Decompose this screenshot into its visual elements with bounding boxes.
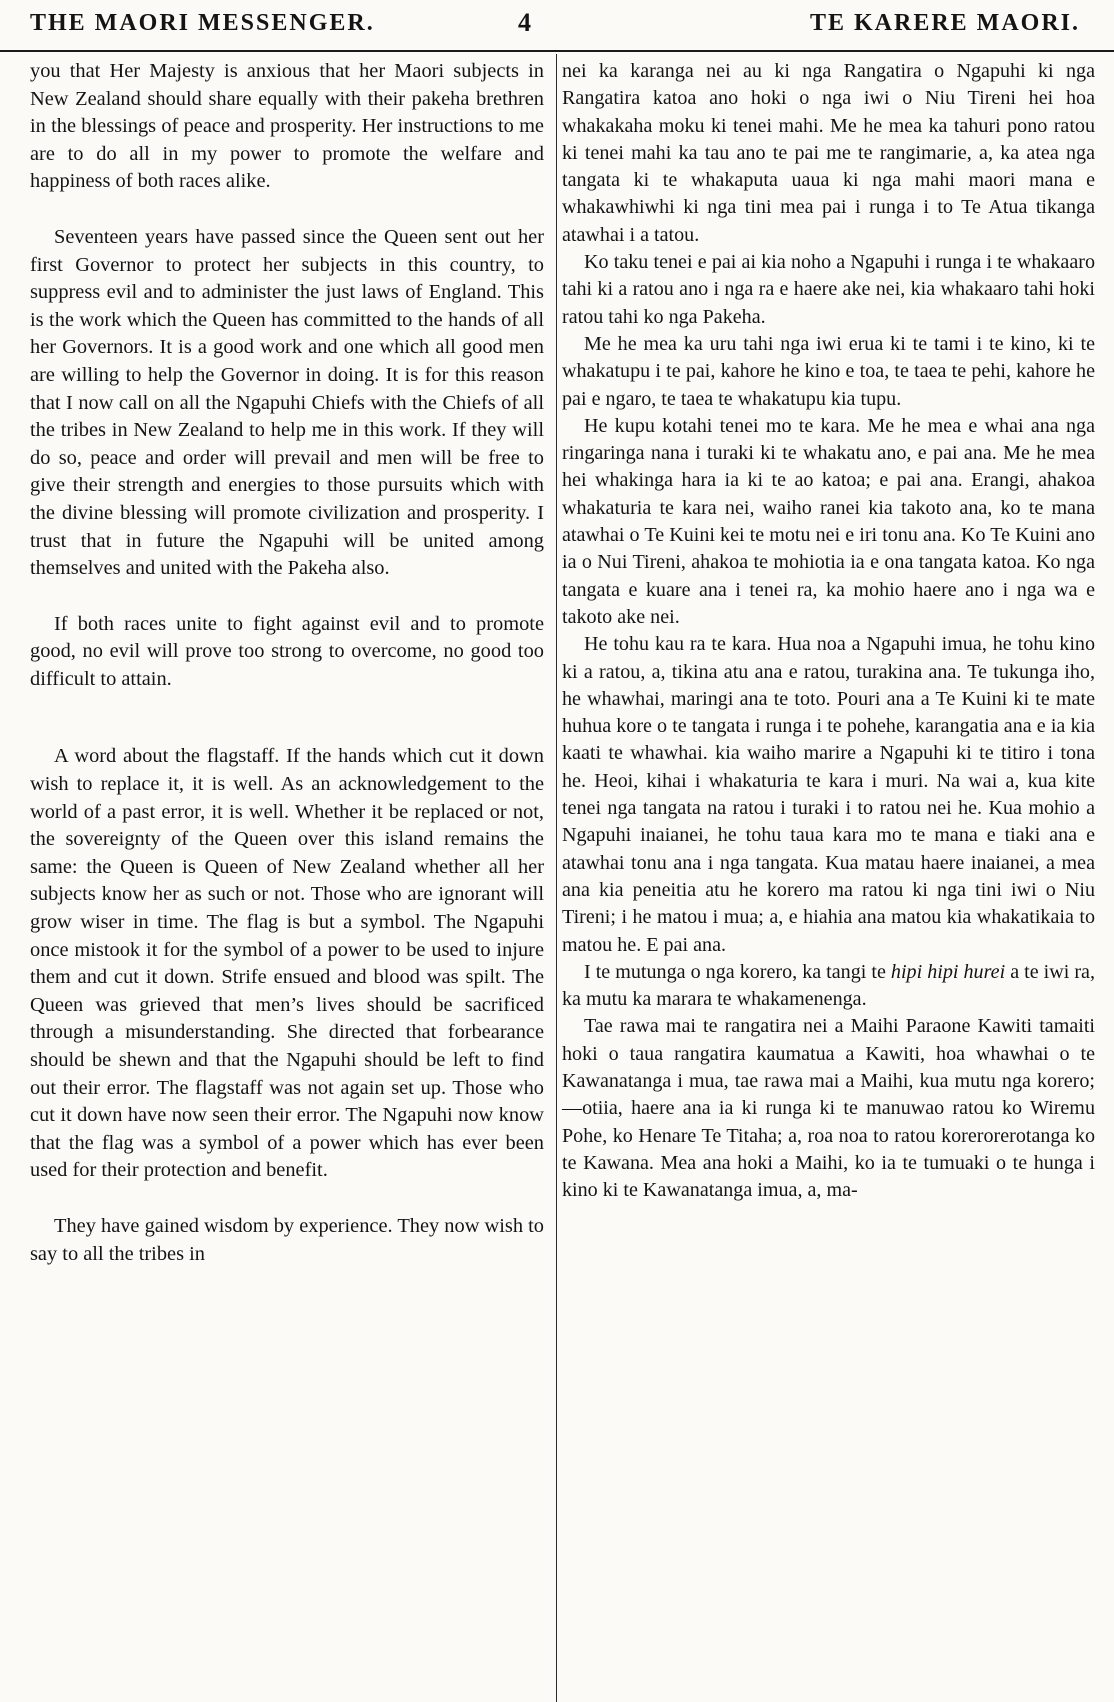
maori-paragraph-7: Tae rawa mai te rangatira nei a Maihi Paraone Kawiti tamaiti hoki o taua rangatira kaumatua a Kawiti, hoa whawhai o te Kawanatanga i mua, tae rawa mai a Maihi, kua mutu nga korero;—otiia, haere ana ia ki runga ki te manuwao ratou ko Wiremu Pohe, ko Henare Te Titaha; a, roa noa to ratou korerorerotanga ko te Kawana. Mea ana hoki a Maihi, ko ia te tumuaki o te hunga i kino ki te Kawanatanga imua, a, ma- [562, 1015, 1095, 1202]
maori-paragraph-5: He tohu kau ra te kara. Hua noa a Ngapuhi imua, he tohu kino ki a ratou, a, tikina atu ana e ratou, turakina ana. Te tukunga iho, he whawhai, maringi ana te toto. Pouri ana a Te Kuini ki te mate huhua kore o te tangata i runga i te pohehe, karangatia ana e ia kia kaati te whawhai. kia waiho marire a Ngapuhi ki te titiro i tona he. Heoi, kihai i whakaturia te kara i muri. Na wai a, kua kite tenei nga tangata na ratou i turaki i to ratou nei he. Kua mohio a Ngapuhi inaianei, he tohu taua kara mo te mana e tiaki ana e atawhai tonu ana i nga tangata. Kua matau haere inaianei, a mea ana kia peneitia atu he korero ma ratou ki nga tini iwi o Niu Tireni; i he matou i mua; a, e hiahia ana matou kia whakatikaia to matou he. E pai ana. [562, 633, 1095, 956]
masthead-maori-title: TE KARERE MAORI. [809, 10, 1080, 36]
english-paragraph-2: Seventeen years have passed since the Queen sent out her first Governor to protect her subjects in this country, to suppress evil and to administer the just laws of England. This is the work which the Queen has committed to the hands of all her Governors. It is a good work and one which all good men are willing to help the Governor in doing. It is for this reason that I now call on all the Ngapuhi Chiefs with the Chiefs of all the tribes in New Zealand to help me in this work. If they will do so, peace and order will prevail and men will be free to give their strength and energies to those pursuits which with the divine blessing will promote civilization and prosperity. I trust that in future the Ngapuhi will be united among themselves and united with the Pakeha also. [30, 225, 544, 580]
maori-paragraph-3: Me he mea ka uru tahi nga iwi erua ki te tami i te kino, ki te whakatupu i te pai, kahore he kino e toa, te taea te pehi, kahore he pai e ngaro, te taea te whakatupu kia tupu. [562, 332, 1095, 410]
english-paragraph-1: you that Her Majesty is anxious that her Maori subjects in New Zealand should share equally with their pakeha brethren in the blessings of peace and prosperity. Her instructions to me are to do all in my power to promote the welfare and happiness of both races alike. [30, 60, 544, 193]
maori-paragraph-1: nei ka karanga nei au ki nga Rangatira o Ngapuhi ki nga Rangatira katoa ano hoki o nga iwi o Niu Tireni hei hoa whakakaha moku ki tenei mahi. Me he mea ka tahuri pono ratou ki tenei mahi ka tau ano te pai me te rangimarie, a, ka atea nga tangata ki te whakaputa uaua ki nga mahi maori mana e whakawhiwhi ki nga tini mea pai i runga i to Te Atua tikanga atawhai i a tatou. [562, 60, 1095, 246]
maori-column [562, 58, 1095, 1204]
maori-paragraph-6-start: I te mutunga o nga korero, ka tangi te [584, 960, 891, 983]
english-paragraph-5: They have gained wisdom by experience. They now wish to say to all the tribes in [30, 1214, 545, 1265]
masthead [30, 4, 1080, 44]
column-divider [556, 54, 557, 1702]
english-paragraph-3: If both races unite to fight against evil and to promote good, no evil will prove too strong to overcome, no good too difficult to attain. [30, 612, 544, 690]
header-rule [0, 50, 1114, 52]
english-column [30, 58, 544, 1268]
maori-paragraph-4: He kupu kotahi tenei mo te kara. Me he mea e whai ana nga ringaringa nana i turaki ki te whakatu ano, e pai ana. Me he mea hei whakinga hara ia ki te ao katoa; e pai ana. Erangi, ahakoa whakaturia te kara nei, waiho ranei kia takoto ana, ko te mana atawhai o Te Kuini kei te motu nei e iri tonu ana. Ko Te Kuini ano ia o Nui Tireni, ahakoa te mohiotia ia e ona tangata katoa. Ko nga tangata e kuare ana i tenei ra, ka mohio haere ano i nga wa e takoto ake nei. [562, 414, 1095, 628]
masthead-english-title: THE MAORI MESSENGER. [30, 10, 375, 36]
english-paragraph-4: A word about the flagstaff. If the hands which cut it down wish to replace it, it is well. As an acknowledgement to the world of a past error, it is well. Whether it be replaced or not, the sovereignty of the Queen over this island remains the same: the Queen is Queen of New Zealand whether all her subjects know her as such or not. Those who are ignorant will grow wiser in time. The flag is but a symbol. The Ngapuhi once mistook it for the symbol of a power to be used to injure them and cut it down. Strife ensued and blood was spilt. The Queen was grieved that men’s lives should be sacrificed through a misunderstanding. She directed that forbearance should be shewn and that the Ngapuhi should be left to find out their error. The flagstaff was not again set up. Those who cut it down have now seen their error. The Ngapuhi now know that the flag was a symbol of a power which has ever been used for their protection and benefit. [30, 745, 544, 1182]
maori-paragraph-2: Ko taku tenei e pai ai kia noho a Ngapuhi i runga i te whakaaro tahi ki a ratou ano i nga ra e haere ake nei, kia whakaaro tahi hoki ratou tahi ko nga Pakeha. [562, 251, 1095, 328]
maori-paragraph-6 [562, 959, 1095, 1014]
page-number: 4 [518, 8, 533, 37]
maori-italic-phrase: hipi hipi hurei [890, 960, 1006, 983]
maori-paragraph-6-end: a te iwi ra, ka mutu ka marara te whakamenenga. [562, 960, 1096, 1011]
